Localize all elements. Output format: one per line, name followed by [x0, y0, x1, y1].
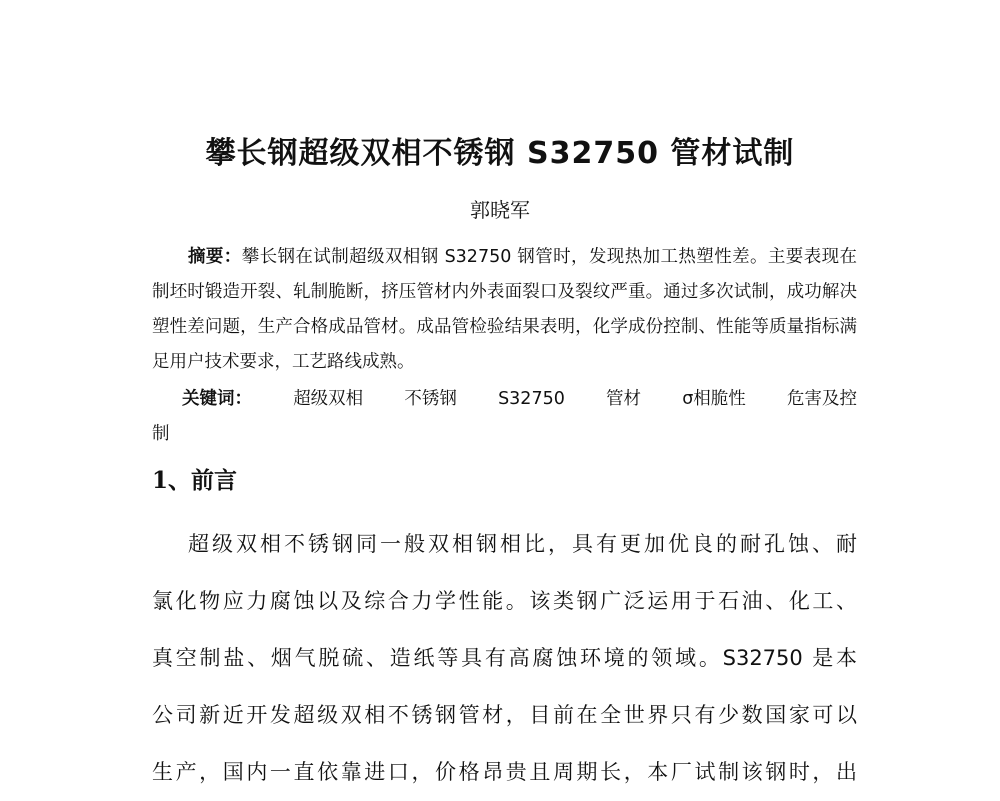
- keyword-item: 不锈钢: [404, 389, 457, 409]
- paper-title: 攀长钢超级双相不锈钢 S32750 管材试制: [205, 136, 795, 171]
- abstract-label: 摘要：: [188, 247, 242, 267]
- keyword-item: S32750: [498, 389, 565, 409]
- body-line: 氯化物应力腐蚀以及综合力学性能。该类钢广泛运用于石油、化工、: [152, 589, 857, 613]
- body-line: 超级双相不锈钢同一般双相钢相比，具有更加优良的耐孔蚀、耐: [188, 532, 857, 556]
- paper-author: 郭晓军: [470, 198, 530, 222]
- keywords-label: 关键词：: [182, 389, 252, 409]
- abstract-block: [152, 240, 857, 380]
- body-line: 公司新近开发超级双相不锈钢管材，目前在全世界只有少数国家可以: [152, 703, 857, 727]
- keywords-tail: 制: [152, 424, 170, 444]
- keyword-item: 管材: [606, 389, 642, 409]
- keywords-line: [152, 382, 857, 417]
- body-line: 真空制盐、烟气脱硫、造纸等具有高腐蚀环境的领域。S32750 是本: [152, 646, 857, 670]
- keywords-block: [152, 382, 857, 452]
- body-line: 生产，国内一直依靠进口，价格昂贵且周期长，本厂试制该钢时，出: [152, 760, 857, 784]
- abstract-text: 攀长钢在试制超级双相钢 S32750 钢管时，发现热加工热塑性差。主要表现在制坯时锻造开裂、轧制脆断，挤压管材内外表面裂口及裂纹严重。通过多次试制，成功解决塑性差问题，生产合格成品管材。成品管检验结果表明，化学成份控制、性能等质量指标满足用户技术要求，工艺路线成熟。: [152, 247, 857, 372]
- keyword-item: 超级双相: [293, 389, 364, 409]
- section-heading: 1、前言: [152, 467, 238, 494]
- keyword-item: 危害及控: [787, 389, 857, 409]
- section-body: [152, 516, 857, 801]
- keyword-item: σ相脆性: [682, 389, 746, 409]
